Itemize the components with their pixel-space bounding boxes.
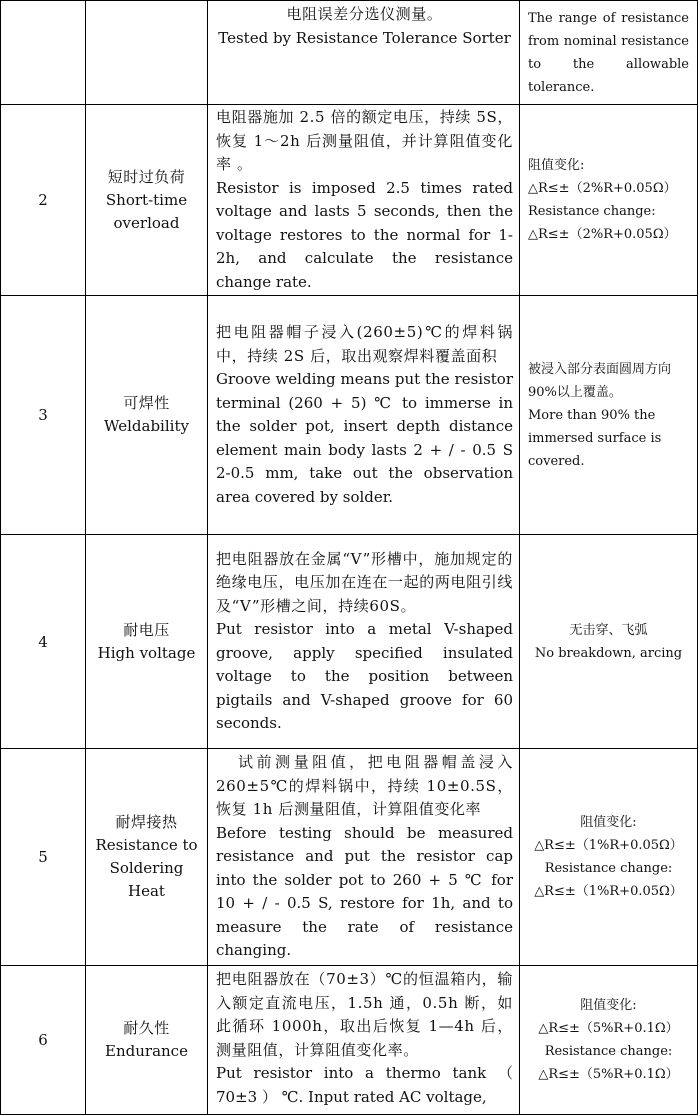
requirement-text: The range of resistance from nominal resistance to the allowable tolerance. xyxy=(528,11,689,95)
row-number-cell xyxy=(1,749,86,966)
requirement-line: △R≤±（1%R+0.05Ω） xyxy=(534,838,683,853)
requirement-line: No breakdown, arcing xyxy=(534,645,683,661)
method-en: Resistor is imposed 2.5 times rated voltage and lasts 5 seconds, then the voltage restores to the normal for 1-2h, and calculate the resistance change rate. xyxy=(216,178,513,291)
requirement-cell xyxy=(520,966,698,1115)
item-name-en: Endurance xyxy=(105,1042,188,1060)
item-name-zh: 短时过负荷 xyxy=(107,167,186,186)
method-en: Put resistor into a thermo tank （ 70±3 ） ℃. Input rated AC voltage, xyxy=(216,1064,513,1106)
item-name-en: Resistance to Soldering Heat xyxy=(95,836,198,900)
method-zh: 把电阻器帽子浸入(260±5)℃的焊料锅中，持续 2S 后，取出观察焊料覆盖面积 xyxy=(216,323,513,365)
method-zh: 电阻误差分选仪测量。 xyxy=(286,5,443,23)
row-number: 5 xyxy=(38,848,48,866)
requirement-cell xyxy=(520,749,698,966)
table-row xyxy=(1,966,698,1115)
table-row xyxy=(1,535,698,749)
item-name-en: High voltage xyxy=(97,643,196,662)
row-number-cell xyxy=(1,296,86,535)
row-number-cell xyxy=(1,105,86,296)
method-en: Tested by Resistance Tolerance Sorter xyxy=(218,28,511,47)
requirement-line: 阻值变化: xyxy=(528,158,585,173)
item-name-zh: 耐焊接热 xyxy=(115,813,178,831)
method-cell xyxy=(208,1,520,105)
requirement-line: △R≤±（5%R+0.1Ω） xyxy=(538,1067,679,1082)
row-number-cell xyxy=(1,966,86,1115)
method-en: Groove welding means put the resistor terminal (260 + 5) ℃ to immerse in the solder pot, insert depth distance element main body lasts 2 + / - 0.5 S 2-0.5 mm, take out the observation area covered by solder. xyxy=(216,370,513,506)
item-cell xyxy=(86,966,208,1115)
item-name-zh: 耐久性 xyxy=(123,1019,170,1037)
item-name-en: Weldability xyxy=(104,417,189,435)
item-cell xyxy=(86,535,208,749)
item-name-zh: 可焊性 xyxy=(123,394,170,412)
requirement-cell xyxy=(520,296,698,535)
requirement-line: Resistance change: xyxy=(544,1044,673,1059)
item-cell xyxy=(86,296,208,535)
requirement-line: 阻值变化: xyxy=(580,815,637,830)
item-cell xyxy=(86,105,208,296)
table-row xyxy=(1,105,698,296)
table-row xyxy=(1,749,698,966)
requirement-cell xyxy=(520,1,698,105)
requirement-line: △R≤±（5%R+0.1Ω） xyxy=(538,1021,679,1036)
row-number: 6 xyxy=(38,1031,48,1049)
table-row xyxy=(1,296,698,535)
method-cell xyxy=(208,105,520,296)
requirement-line: △R≤±（2%R+0.05Ω） xyxy=(528,181,677,196)
item-cell xyxy=(86,749,208,966)
requirement-line: 阻值变化: xyxy=(580,998,637,1013)
requirement-line: 被浸入部分表面圆周方向 90%以上覆盖。 xyxy=(528,361,672,400)
requirement-line: Resistance change: xyxy=(528,204,656,219)
row-number-cell xyxy=(1,535,86,749)
method-zh: 把电阻器放在金属“V”形槽中，施加规定的绝缘电压，电压加在连在一起的两电阻引线及“V”形槽之间，持续60S。 xyxy=(216,549,513,615)
requirement-line: △R≤±（2%R+0.05Ω） xyxy=(528,227,677,242)
item-name-en: Short-time overload xyxy=(105,190,188,232)
item-cell xyxy=(86,1,208,105)
requirement-cell xyxy=(520,105,698,296)
method-zh: 把电阻器放在（70±3）℃的恒温箱内，输入额定直流电压，1.5h 通，0.5h 断，如此循环 1000h，取出后恢复 1—4h 后，测量阻值，计算阻值变化率。 xyxy=(216,970,513,1059)
row-number: 4 xyxy=(38,632,48,651)
requirement-line: △R≤±（1%R+0.05Ω） xyxy=(534,884,683,899)
method-cell xyxy=(208,749,520,966)
requirement-cell xyxy=(520,535,698,749)
method-en: Put resistor into a metal V-shaped groove, apply specified insulated voltage to the position between pigtails and V-shaped groove for 60 seconds. xyxy=(216,620,513,732)
method-en: Before testing should be measured resistance and put the resistor cap into the solder pot to 260 + 5 ℃ for 10 + / - 0.5 S, restore for 1h, and to measure the rate of resistance changing. xyxy=(216,823,513,960)
method-cell xyxy=(208,535,520,749)
item-name-zh: 耐电压 xyxy=(123,620,170,639)
method-zh: 试前测量阻值，把电阻器帽盖浸入260±5℃的焊料锅中，持续 10±0.5S，恢复 1h 后测量阻值，计算阻值变化率 xyxy=(216,753,513,819)
row-number-cell xyxy=(1,1,86,105)
method-cell xyxy=(208,966,520,1115)
requirement-line: Resistance change: xyxy=(544,861,673,876)
requirement-line: 无击穿、飞弧 xyxy=(569,622,648,638)
method-cell xyxy=(208,296,520,535)
row-number: 3 xyxy=(38,406,48,424)
table-row xyxy=(1,1,698,105)
row-number: 2 xyxy=(38,191,48,209)
method-zh: 电阻器施加 2.5 倍的额定电压，持续 5S，恢复 1～2h 后测量阻值，并计算阻值变化率 。 xyxy=(216,108,513,173)
requirement-line: More than 90% the immersed surface is covered. xyxy=(528,407,662,469)
